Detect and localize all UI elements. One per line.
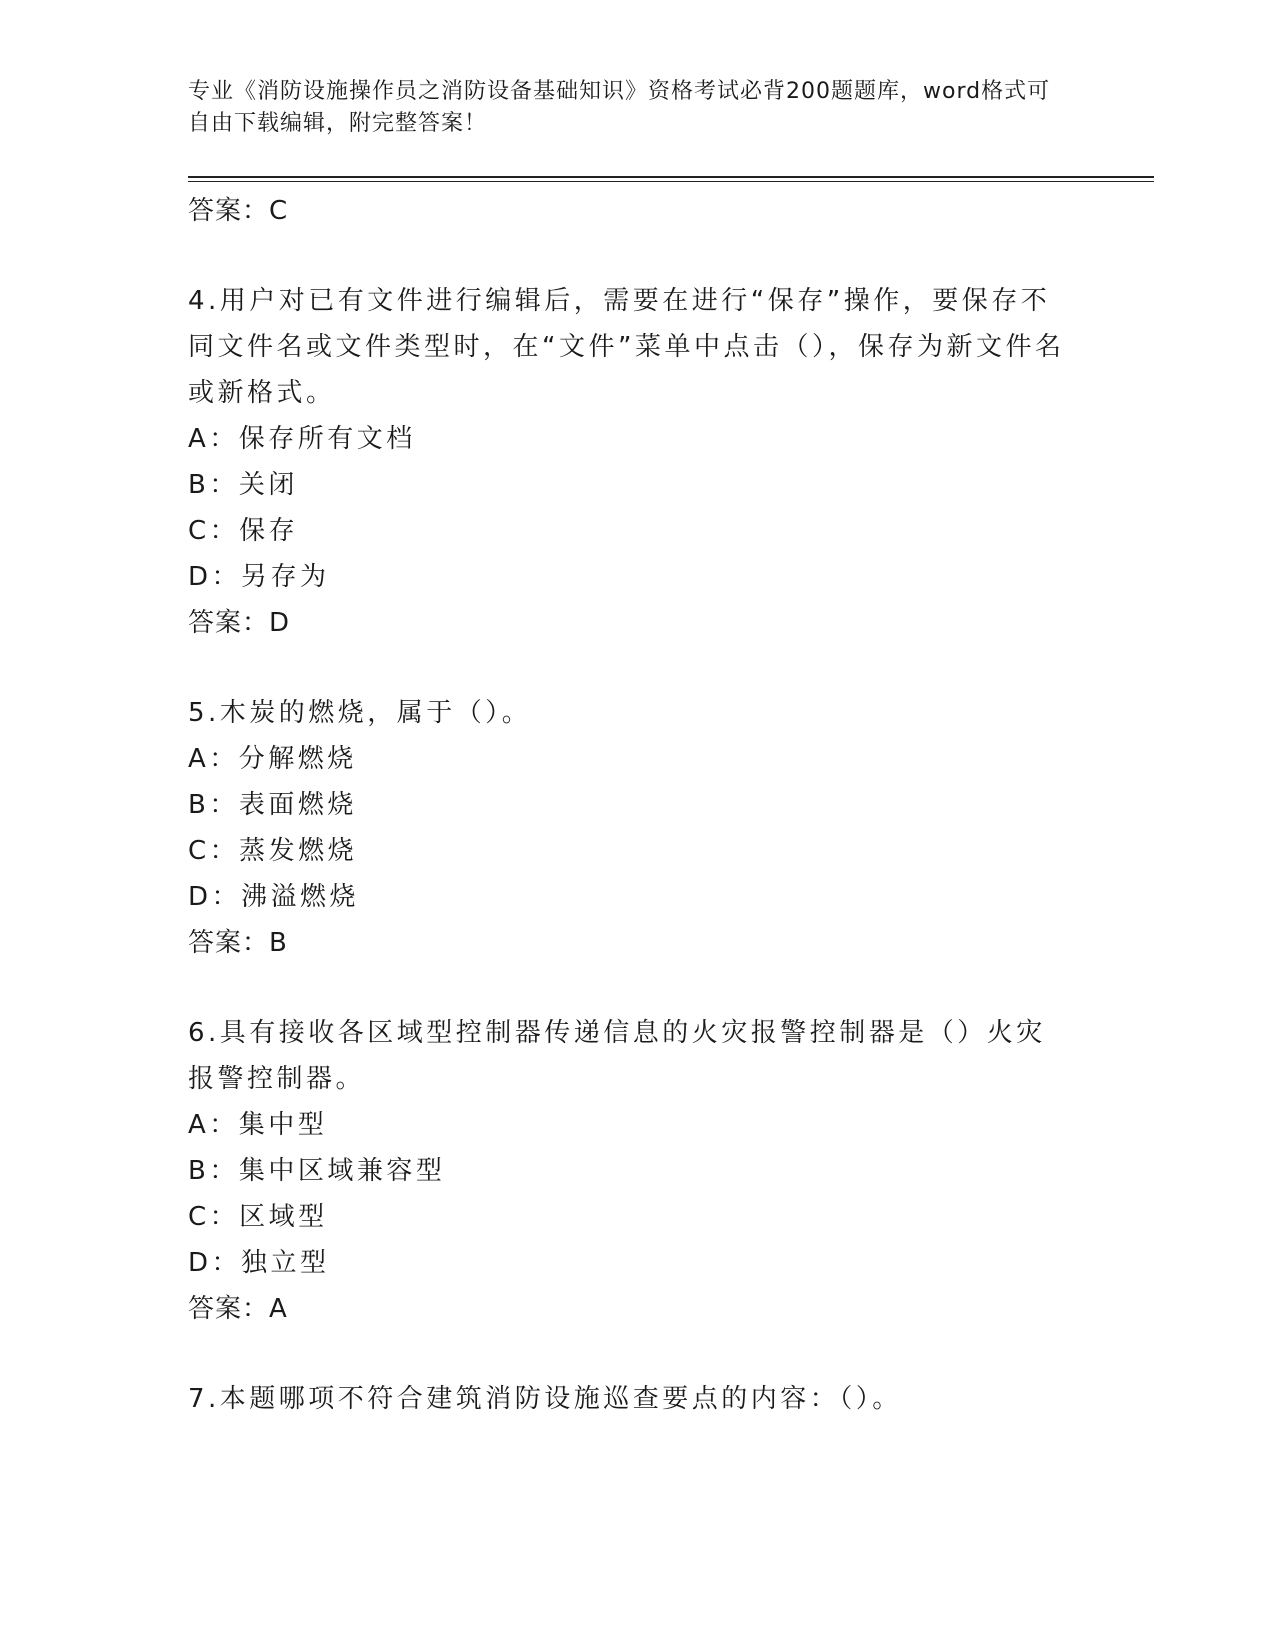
option-b: B：表面燃烧 bbox=[188, 790, 357, 820]
answer-line: 答案：D bbox=[188, 608, 291, 638]
question-stem: 5.木炭的燃烧，属于（）。 bbox=[188, 698, 532, 728]
option-b: B：关闭 bbox=[188, 470, 298, 500]
option-d: D：另存为 bbox=[188, 562, 330, 592]
answer-line: 答案：C bbox=[188, 196, 289, 226]
option-c: C：区域型 bbox=[188, 1202, 328, 1232]
answer-line: 答案：B bbox=[188, 928, 288, 958]
question-stem: 4.用户对已有文件进行编辑后，需要在进行“保存”操作，要保存不同文件名或文件类型时，在“文件”菜单中点击（），保存为新文件名或新格式。 bbox=[188, 286, 1065, 408]
question-4 bbox=[188, 278, 1068, 646]
document-header: 专业《消防设施操作员之消防设备基础知识》资格考试必背200题题库，word格式可自由下载编辑，附完整答案！ bbox=[188, 79, 1051, 136]
option-c: C：保存 bbox=[188, 516, 299, 546]
question-5 bbox=[188, 690, 1068, 966]
option-a: A：集中型 bbox=[188, 1110, 328, 1140]
question-stem: 7.本题哪项不符合建筑消防设施巡查要点的内容：（）。 bbox=[188, 1384, 902, 1414]
option-c: C：蒸发燃烧 bbox=[188, 836, 358, 866]
question-7 bbox=[188, 1376, 1068, 1422]
header-rule-thick bbox=[188, 176, 1154, 178]
header-rule-thin bbox=[188, 181, 1154, 182]
option-a: A：分解燃烧 bbox=[188, 744, 357, 774]
option-d: D：独立型 bbox=[188, 1248, 330, 1278]
document-body bbox=[188, 188, 1068, 1422]
question-6 bbox=[188, 1010, 1068, 1332]
option-b: B：集中区域兼容型 bbox=[188, 1156, 446, 1186]
answer-line: 答案：A bbox=[188, 1294, 288, 1324]
option-a: A：保存所有文档 bbox=[188, 424, 416, 454]
option-d: D：沸溢燃烧 bbox=[188, 882, 360, 912]
question-stem: 6.具有接收各区域型控制器传递信息的火灾报警控制器是（）火灾报警控制器。 bbox=[188, 1018, 1046, 1094]
